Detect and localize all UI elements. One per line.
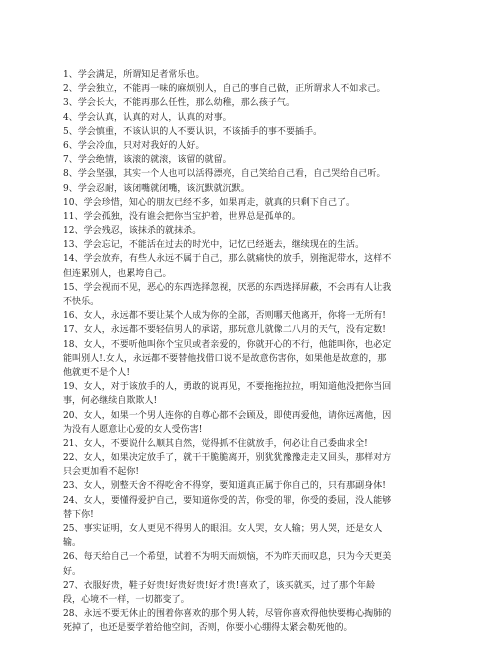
text-line: 好。 xyxy=(63,566,82,577)
text-line: 25、事实证明，女人更见不得男人的眼泪。女人哭，女人输；男人哭，还是女人 xyxy=(63,524,383,534)
text-line: 输。 xyxy=(63,538,82,549)
text-line: 13、学会忘记，不能活在过去的时光中，记忆已经逝去，继续现在的生活。 xyxy=(63,240,365,251)
text-line: 27、衣服好贵，鞋子好贵!好贵好贵!好才贵!喜欢了，该买就买，过了那个年龄 xyxy=(63,580,376,591)
text-line: 6、学会冷血，只对对我好的人好。 xyxy=(63,140,205,151)
text-line: 17、女人，永远都不要轻信男人的承诺，那玩意儿就像二八月的天气，没有定数! xyxy=(63,325,386,336)
text-line: 12、学会残忍，该抹杀的就抹杀。 xyxy=(63,226,202,237)
text-line: 24、女人，要懂得爱护自己，要知道你受的苦，你受的罪，你受的委屈，没人能够 xyxy=(63,495,392,506)
text-line: 19、女人，对于该放手的人，勇敢的说再见，不要拖拖拉拉，明知道他没把你当回 xyxy=(63,382,392,393)
text-line: 不快乐。 xyxy=(63,297,100,307)
text-line: 28、永远不要无休止的围着你喜欢的那个男人转，尽管你喜欢得他快要梅心掏肺的 xyxy=(63,609,392,620)
text-line: 22、女人，如果决定放手了，就干干脆脆离开，别犹犹豫豫走走又回头，那样对方 xyxy=(63,453,392,464)
text-line: 18、女人，不要听他叫你个宝贝或者亲爱的，你就开心的不行，他能叫你，也必定 xyxy=(63,339,392,350)
text-line: 9、学会忍耐，该闭嘴就闭嘴，该沉默就沉默。 xyxy=(63,183,250,194)
text-line: 只会更加看不起你! xyxy=(63,467,140,478)
text-line: 16、女人，永远都不要让某个人成为你的全部，否则哪天他离开，你将一无所有! xyxy=(63,311,386,322)
text-line: 他就更不是个人! xyxy=(63,367,131,378)
text-line: 10、学会珍惜，知心的朋友已经不多，如果再走，就真的只剩下自己了。 xyxy=(63,197,356,208)
text-line: 死掉了，也还是要学着给他空间，否则，你要小心绷得太紧会勒死他的。 xyxy=(63,623,353,634)
text-line: 11、学会孤独，没有谁会把你当宝护着，世界总是孤单的。 xyxy=(63,211,301,222)
text-line: 14、学会放弃，有些人永远不属于自己，那么就痛快的放手，别拖泥带水，这样不 xyxy=(63,254,392,265)
text-line: 能叫别人!.女人，永远都不要替他找借口说不是故意伤害你，如果他是故意的，那 xyxy=(63,353,387,364)
text-line: 23、女人，别整天舍不得吃舍不得穿，要知道真正属于你自己的，只有那副身体! xyxy=(63,481,386,492)
text-line: 替下你! xyxy=(63,509,94,520)
text-line: 8、学会坚强，其实一个人也可以活得漂亮，自己笑给自己看，自己哭给自己听。 xyxy=(63,169,386,180)
document-body xyxy=(63,68,439,636)
text-line: 5、学会慎重，不该认识的人不要认识，不该插手的事不要插手。 xyxy=(63,126,323,137)
text-line: 2、学会独立，不能再一味的麻烦别人，自己的事自己做，正所谓求人不如求己。 xyxy=(63,84,386,95)
text-line: 20、女人，如果一个男人连你的自尊心都不会顾及，即使再爱他，请你远离他，因 xyxy=(63,410,392,421)
text-line: 段，心境不一样，一切都变了。 xyxy=(63,594,190,605)
text-line: 但连累别人，也累垮自己。 xyxy=(63,268,172,279)
text-line: 为没有人愿意让心爱的女人受伤害! xyxy=(63,424,203,435)
text-line: 1、学会满足，所谓知足者常乐也。 xyxy=(63,70,205,80)
text-line: 26、每天给自己一个希望，试着不为明天而烦恼，不为昨天而叹息，只为今天更美 xyxy=(63,552,392,563)
text-line: 21、女人，不要说什么顺其自然，觉得抓不住就放手，何必让自己委曲求全! xyxy=(63,438,368,449)
text-line: 4、学会认真，认真的对人，认真的对事。 xyxy=(63,112,232,123)
text-line: 3、学会长大，不能再那么任性，那么幼稚，那么孩子气。 xyxy=(63,98,296,109)
text-line: 15、学会视而不见，恶心的东西选择忽视，厌恶的东西选择屏蔽，不会再有人让我 xyxy=(63,282,392,293)
text-line: 事，何必继续自欺欺人! xyxy=(63,396,158,407)
text-line: 7、学会绝情，该滚的就滚，该留的就留。 xyxy=(63,155,232,166)
